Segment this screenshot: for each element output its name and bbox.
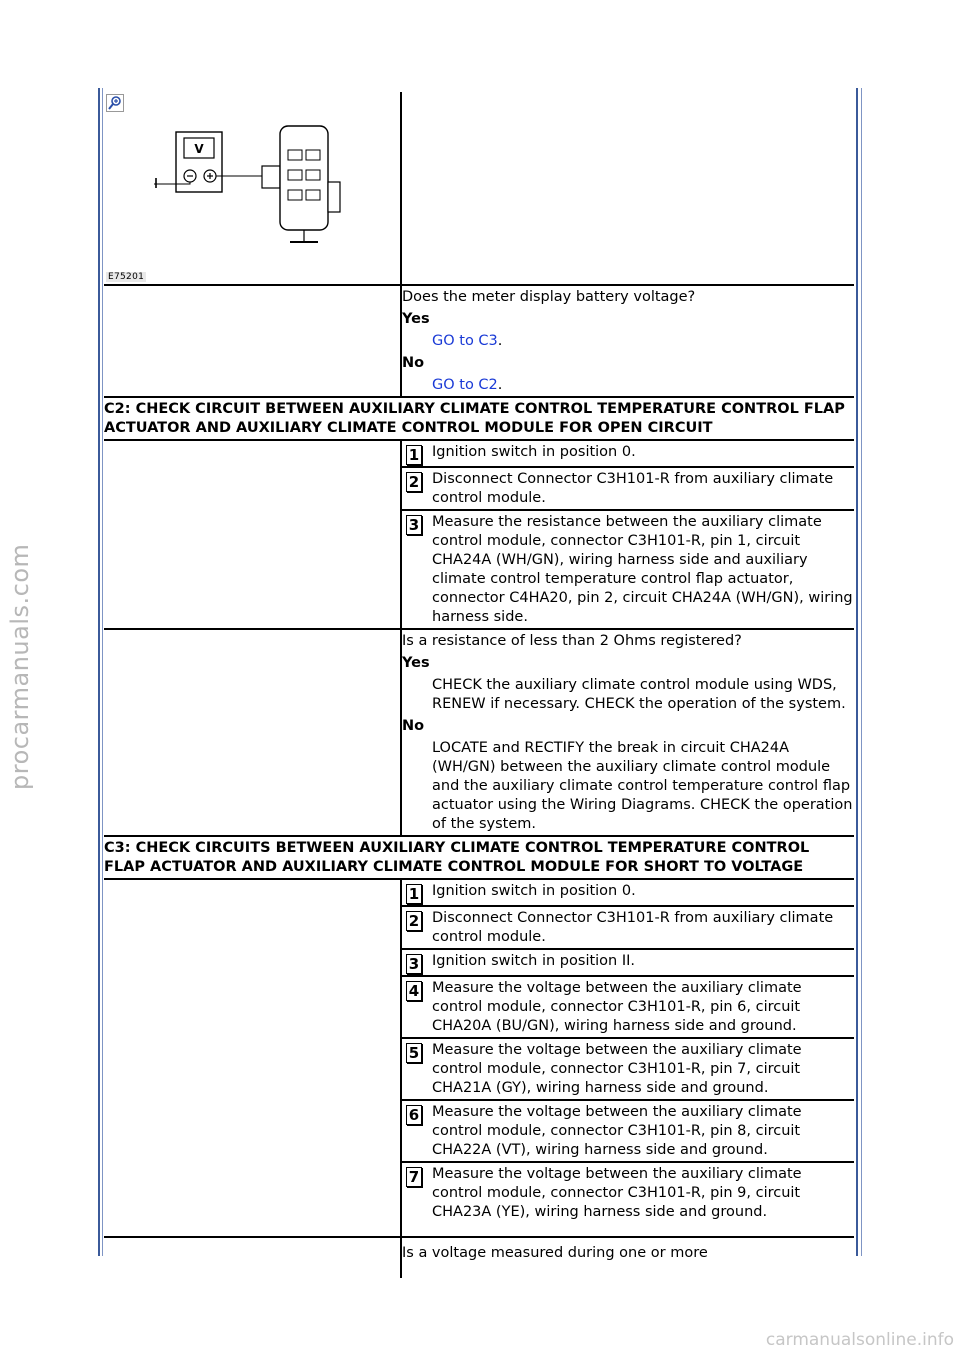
step-row [402, 950, 854, 977]
step-row [402, 1101, 854, 1163]
c2-yes-label: Yes [402, 655, 430, 671]
c3-heading: C3: CHECK CIRCUITS BETWEEN AUXILIARY CLIMATE CONTROL TEMPERATURE CONTROL FLAP ACTUATOR AND AUXILIARY CLIMATE CONTROL MODULE FOR SHORT TO VOLTAGE [104, 837, 854, 880]
step-row [402, 907, 854, 950]
frame-line-right [856, 88, 858, 1256]
c2-heading: C2: CHECK CIRCUIT BETWEEN AUXILIARY CLIMATE CONTROL TEMPERATURE CONTROL FLAP ACTUATOR AND AUXILIARY CLIMATE CONTROL MODULE FOR OPEN CIRCUIT [104, 398, 854, 441]
frame-line-right-outer [861, 88, 862, 1256]
step-number: 6 [406, 1105, 422, 1125]
c1-question: Does the meter display battery voltage? [402, 289, 696, 305]
step-text: Measure the resistance between the auxiliary climate control module, connector C3H101-R, pin 1, circuit CHA24A (WH/GN), wiring harness side and auxiliary climate control temperature control flap actuator, connector C4HA20, pin 2, circuit CHA24A (WH/GN), wiring harness side. [432, 514, 853, 625]
step-number: 4 [406, 981, 422, 1001]
figure-code: E75201 [108, 272, 145, 282]
procedure-table [104, 92, 854, 1278]
step-row [402, 468, 854, 511]
step-number: 1 [406, 445, 422, 465]
c2-no-action: LOCATE and RECTIFY the break in circuit CHA24A (WH/GN) between the auxiliary climate control module and the auxiliary climate control temperature control flap actuator using the Wiring Diagrams. CHECK the operation of the system. [432, 740, 853, 832]
side-watermark: procarmanuals.com [6, 543, 34, 790]
step-row [402, 880, 854, 907]
step-row [402, 1163, 854, 1236]
figure-row [104, 92, 854, 286]
step-text: Disconnect Connector C3H101-R from auxiliary climate control module. [432, 910, 834, 945]
c1-yes-label: Yes [402, 311, 430, 327]
step-row [402, 441, 854, 468]
frame-line-left-inner [102, 88, 103, 1256]
step-number: 1 [406, 884, 422, 904]
c3-result-row [104, 1238, 854, 1278]
c2-no-label: No [402, 718, 425, 734]
meter-symbol: V [194, 142, 204, 156]
step-text: Ignition switch in position 0. [432, 444, 636, 460]
c2-steps-row [104, 441, 854, 630]
step-row [402, 1039, 854, 1101]
step-row [402, 511, 854, 628]
step-text: Disconnect Connector C3H101-R from auxiliary climate control module. [432, 471, 834, 506]
c2-question: Is a resistance of less than 2 Ohms registered? [402, 633, 742, 649]
step-text: Measure the voltage between the auxiliary climate control module, connector C3H101-R, pin 9, circuit CHA23A (YE), wiring harness side and ground. [432, 1166, 802, 1220]
step-number: 7 [406, 1167, 422, 1187]
footer-watermark: carmanualsonline.info [765, 1330, 954, 1350]
go-to-c3-link[interactable]: GO to C3 [432, 333, 498, 349]
c1-result-row: Does the meter display battery voltage? Yes GO to C3. No GO to C2. [104, 286, 854, 398]
c3-steps-row [104, 880, 854, 1238]
step-text: Ignition switch in position 0. [432, 883, 636, 899]
c1-no-label: No [402, 355, 425, 371]
step-text: Ignition switch in position II. [432, 953, 636, 969]
step-text: Measure the voltage between the auxiliary climate control module, connector C3H101-R, pin 8, circuit CHA22A (VT), wiring harness side and ground. [432, 1104, 802, 1158]
step-number: 3 [406, 954, 422, 974]
c3-question: Is a voltage measured during one or more [402, 1245, 708, 1261]
step-number: 2 [406, 911, 422, 931]
figure-empty-cell [402, 92, 854, 284]
step-text: Measure the voltage between the auxiliary climate control module, connector C3H101-R, pin 7, circuit CHA21A (GY), wiring harness side and ground. [432, 1042, 802, 1096]
c2-result-row [104, 630, 854, 837]
c2-yes-action: CHECK the auxiliary climate control module using WDS, RENEW if necessary. CHECK the operation of the system. [432, 677, 846, 712]
step-text: Measure the voltage between the auxiliary climate control module, connector C3H101-R, pin 6, circuit CHA20A (BU/GN), wiring harness side and ground. [432, 980, 802, 1034]
frame-line-left [98, 88, 100, 1256]
figure-cell [104, 92, 402, 284]
step-number: 2 [406, 472, 422, 492]
go-to-c2-link[interactable]: GO to C2 [432, 377, 498, 393]
multimeter-diagram [104, 92, 400, 284]
step-number: 3 [406, 515, 422, 535]
step-row [402, 977, 854, 1039]
step-number: 5 [406, 1043, 422, 1063]
